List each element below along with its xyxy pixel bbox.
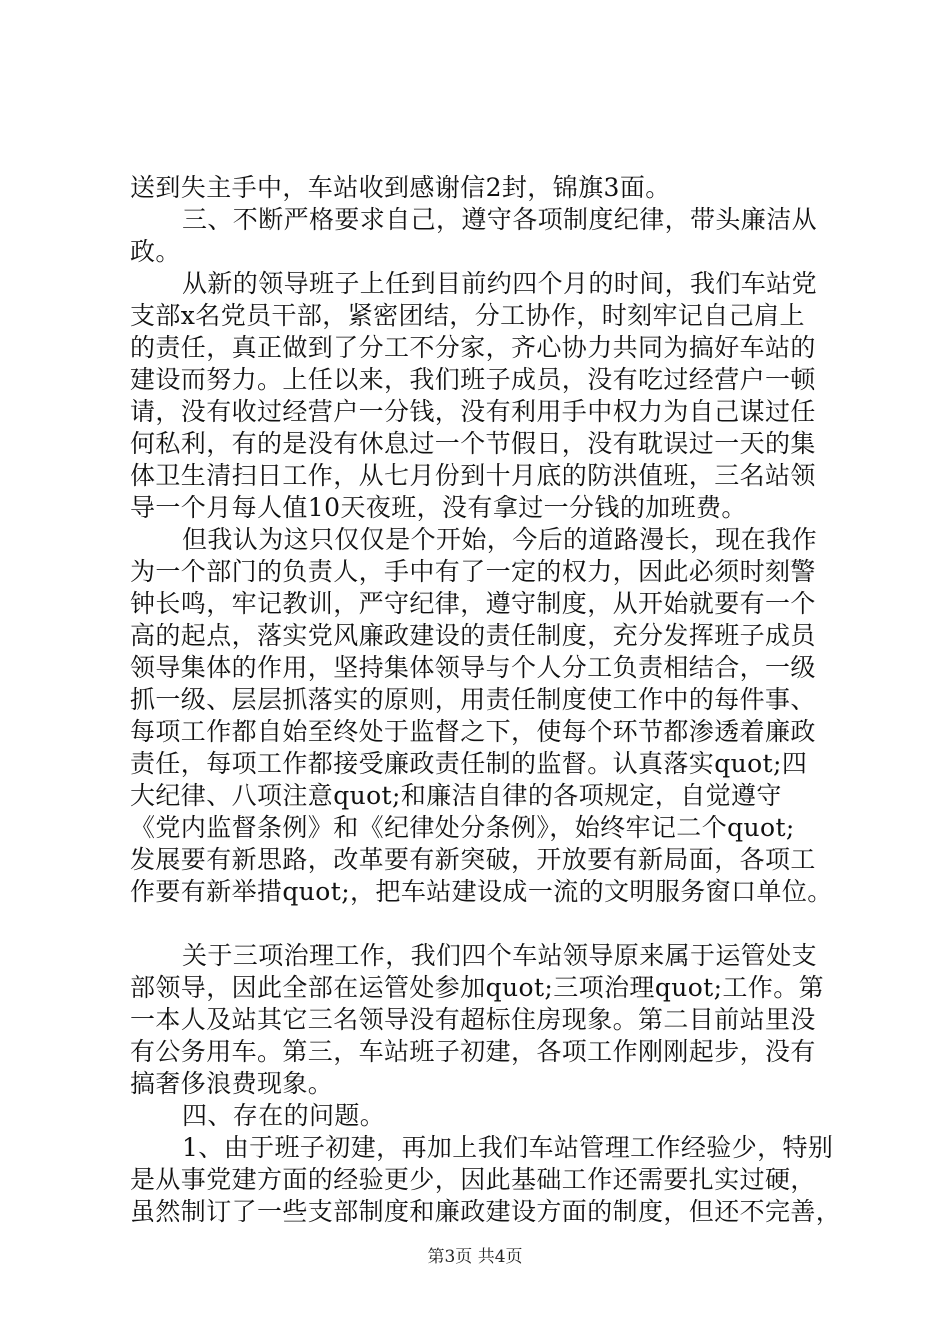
text-line: 每项工作都自始至终处于监督之下，使每个环节都渗透着廉政 — [130, 717, 816, 746]
section-heading: 四、存在的问题。 — [182, 1101, 386, 1130]
text-line: 高的起点，落实党风廉政建设的责任制度，充分发挥班子成员 — [130, 621, 816, 650]
text-line: 建设而努力。上任以来，我们班子成员，没有吃过经营户一顿 — [130, 365, 816, 394]
text-line: 是从事党建方面的经验更少，因此基础工作还需要扎实过硬， — [130, 1165, 816, 1194]
text-line: 作要有新举措quot;，把车站建设成一流的文明服务窗口单位。 — [130, 877, 833, 906]
text-line: 支部x名党员干部，紧密团结，分工协作，时刻牢记自己肩上 — [130, 301, 805, 330]
text-line: 搞奢侈浪费现象。 — [130, 1069, 334, 1098]
text-line: 关于三项治理工作，我们四个车站领导原来属于运管处支 — [182, 941, 818, 970]
text-line: 送到失主手中，车站收到感谢信2封，锦旗3面。 — [130, 173, 671, 202]
text-line: 抓一级、层层抓落实的原则，用责任制度使工作中的每件事、 — [130, 685, 816, 714]
text-line: 1、由于班子初建，再加上我们车站管理工作经验少，特别 — [182, 1133, 834, 1162]
text-line: 钟长鸣，牢记教训，严守纪律，遵守制度，从开始就要有一个 — [130, 589, 816, 618]
text-line: 政。 — [130, 237, 181, 266]
text-line: 发展要有新思路，改革要有新突破，开放要有新局面，各项工 — [130, 845, 816, 874]
page-number-footer: 第3页 共4页 — [427, 1247, 523, 1267]
text-line: 领导集体的作用，坚持集体领导与个人分工负责相结合，一级 — [130, 653, 816, 682]
text-line: 何私利，有的是没有休息过一个节假日，没有耽误过一天的集 — [130, 429, 816, 458]
text-line: 《党内监督条例》和《纪律处分条例》，始终牢记二个quot; — [130, 813, 795, 842]
text-line: 责任，每项工作都接受廉政责任制的监督。认真落实quot;四 — [130, 749, 808, 778]
text-line: 请，没有收过经营户一分钱，没有利用手中权力为自己谋过任 — [130, 397, 816, 426]
text-line: 体卫生清扫日工作，从七月份到十月底的防洪值班，三名站领 — [130, 461, 816, 490]
text-line: 虽然制订了一些支部制度和廉政建设方面的制度，但还不完善， — [130, 1197, 842, 1226]
text-line: 一本人及站其它三名领导没有超标住房现象。第二目前站里没 — [130, 1005, 816, 1034]
text-line: 但我认为这只仅仅是个开始，今后的道路漫长，现在我作 — [182, 525, 818, 554]
text-line: 的责任，真正做到了分工不分家，齐心协力共同为搞好车站的 — [130, 333, 816, 362]
text-line: 有公务用车。第三，车站班子初建，各项工作刚刚起步，没有 — [130, 1037, 816, 1066]
section-heading: 三、不断严格要求自己，遵守各项制度纪律，带头廉洁从 — [182, 205, 818, 234]
text-line: 从新的领导班子上任到目前约四个月的时间，我们车站党 — [182, 269, 818, 298]
text-line: 导一个月每人值10天夜班，没有拿过一分钱的加班费。 — [130, 493, 747, 522]
text-line: 部领导，因此全部在运管处参加quot;三项治理quot;工作。第 — [130, 973, 825, 1002]
text-line: 大纪律、八项注意quot;和廉洁自律的各项规定，自觉遵守 — [130, 781, 782, 810]
text-line: 为一个部门的负责人，手中有了一定的权力，因此必须时刻警 — [130, 557, 816, 586]
